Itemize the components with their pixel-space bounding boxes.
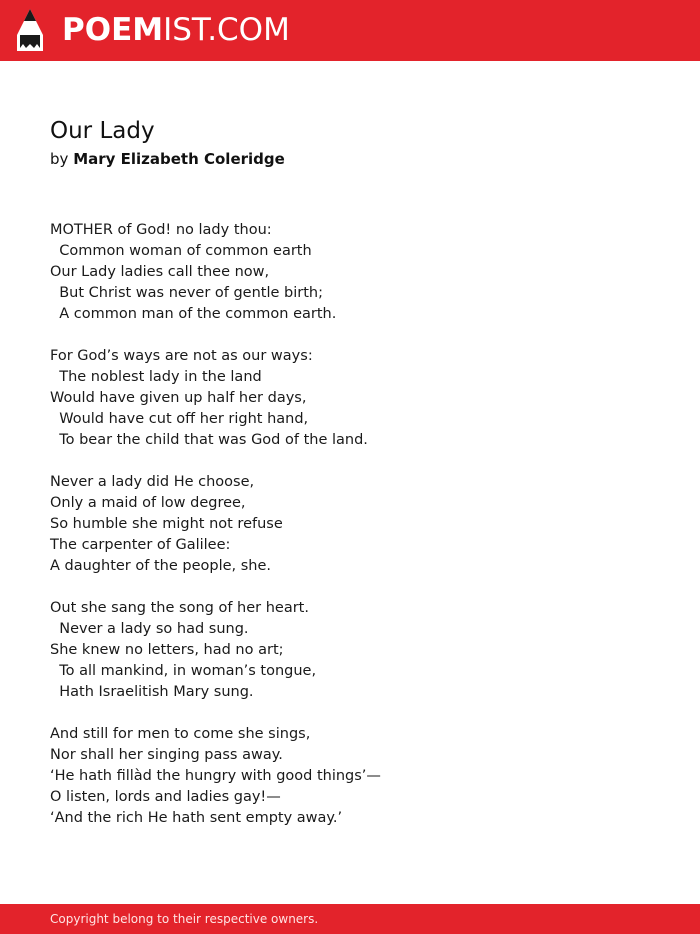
logo-light-text: IST.COM: [163, 12, 290, 48]
poem-line: Out she sang the song of her heart.: [50, 600, 309, 616]
by-label: by: [50, 150, 69, 168]
poem-line: Only a maid of low degree,: [50, 495, 246, 511]
site-footer: [0, 904, 700, 934]
pencil-tip-icon[interactable]: [17, 9, 43, 51]
poem-stanza: [50, 724, 650, 829]
poem-stanza: [50, 346, 650, 451]
poem-line: Our Lady ladies call thee now,: [50, 264, 270, 280]
poem-title: Our Lady: [50, 118, 155, 144]
poem-line: The carpenter of Galilee:: [50, 537, 231, 553]
poem-stanza: [50, 472, 650, 577]
poem-line: The noblest lady in the land: [50, 369, 262, 385]
poem-line: Would have cut off her right hand,: [50, 411, 309, 427]
poem-line: O listen, lords and ladies gay!—: [50, 789, 281, 805]
poem-line: ‘He hath fillàd the hungry with good things’—: [50, 768, 381, 784]
site-header: [0, 0, 700, 61]
author-name: Mary Elizabeth Coleridge: [73, 150, 285, 168]
poem-line: Common woman of common earth: [50, 243, 312, 259]
poem-line: To bear the child that was God of the land.: [50, 432, 368, 448]
poem-line: To all mankind, in woman’s tongue,: [50, 663, 317, 679]
poem-line: ‘And the rich He hath sent empty away.’: [50, 810, 343, 826]
logo-bold-text: POEM: [62, 12, 164, 48]
poem-line: So humble she might not refuse: [50, 516, 283, 532]
poem-stanza: [50, 220, 650, 325]
poem-line: Would have given up half her days,: [50, 390, 307, 406]
byline: [50, 148, 650, 170]
poem-line: And still for men to come she sings,: [50, 726, 311, 742]
copyright-notice: Copyright belong to their respective owners.: [50, 912, 319, 926]
poem-line: Never a lady did He choose,: [50, 474, 255, 490]
poem-line: A common man of the common earth.: [50, 306, 337, 322]
poem-line: But Christ was never of gentle birth;: [50, 285, 323, 301]
site-logo[interactable]: [62, 11, 290, 49]
poem-line: Nor shall her singing pass away.: [50, 747, 283, 763]
poem-body: [50, 220, 650, 829]
poem-line: MOTHER of God! no lady thou:: [50, 222, 272, 238]
poem-line: A daughter of the people, she.: [50, 558, 272, 574]
poem-line: Hath Israelitish Mary sung.: [50, 684, 254, 700]
poem-line: For God’s ways are not as our ways:: [50, 348, 313, 364]
poem-line: Never a lady so had sung.: [50, 621, 249, 637]
poem-content: [50, 116, 650, 850]
poem-line: She knew no letters, had no art;: [50, 642, 284, 658]
poem-stanza: [50, 598, 650, 703]
